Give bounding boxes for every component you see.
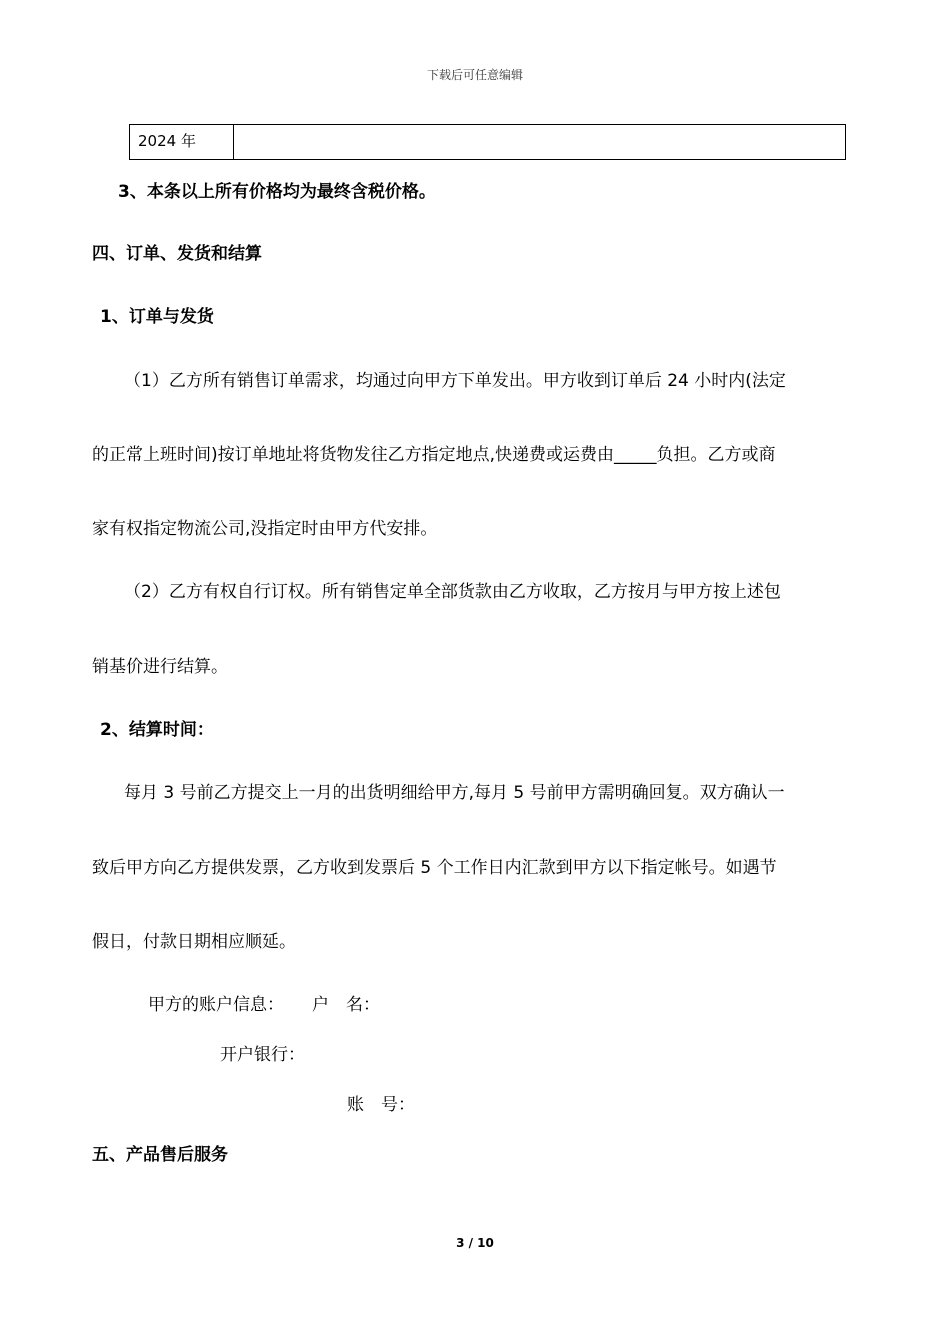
section-5-title: 五、产品售后服务: [92, 1145, 228, 1165]
account-name-label: 户 名：: [312, 995, 380, 1015]
price-note: 3、本条以上所有价格均为最终含税价格。: [118, 182, 436, 202]
paragraph-1-line-3: 家有权指定物流公司,没指定时由甲方代安排。: [92, 519, 438, 539]
page-header-note: 下载后可任意编辑: [426, 68, 523, 82]
price-table: [129, 124, 846, 160]
paragraph-3-line-2: 致后甲方向乙方提供发票，乙方收到发票后 5 个工作日内汇款到甲方以下指定帐号。如遇节: [92, 858, 777, 878]
paragraph-1-line-1: （1）乙方所有销售订单需求，均通过向甲方下单发出。甲方收到订单后 24 小时内(法定: [124, 371, 786, 391]
paragraph-3-line-3: 假日，付款日期相应顺延。: [92, 932, 296, 952]
subsection-1-title: 1、订单与发货: [100, 307, 214, 327]
account-info-label: 甲方的账户信息：: [148, 995, 284, 1015]
paragraph-3-line-1: 每月 3 号前乙方提交上一月的出货明细给甲方,每月 5 号前甲方需明确回复。双方确认一: [124, 783, 785, 803]
subsection-2-title: 2、结算时间：: [100, 720, 214, 740]
table-cell-year: 2024 年: [130, 125, 234, 159]
bank-label: 开户银行：: [220, 1045, 305, 1065]
page-number: 3 / 10: [456, 1236, 494, 1250]
section-4-title: 四、订单、发货和结算: [92, 244, 262, 264]
paragraph-2-line-1: （2）乙方有权自行订权。所有销售定单全部货款由乙方收取，乙方按月与甲方按上述包: [124, 582, 781, 602]
paragraph-2-line-2: 销基价进行结算。: [92, 657, 228, 677]
account-number-label: 账 号：: [347, 1095, 415, 1115]
table-cell-value: [234, 125, 845, 159]
paragraph-1-line-2: 的正常上班时间)按订单地址将货物发往乙方指定地点,快递费或运费由_____负担。乙方或商: [92, 445, 776, 465]
